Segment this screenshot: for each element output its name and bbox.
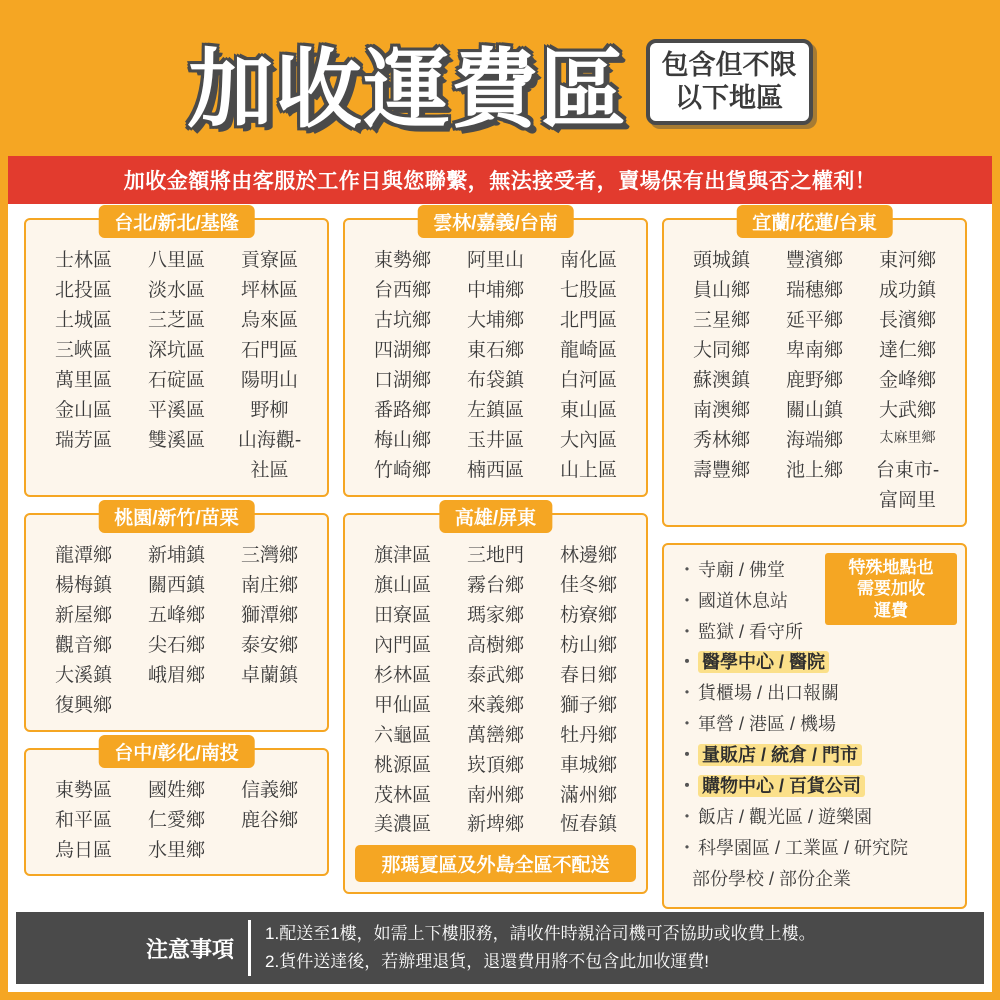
region-item: 三地門 <box>466 544 524 566</box>
region-item: 蘇澳鎮 <box>692 369 750 391</box>
region-item: 南庄鄉 <box>240 574 298 596</box>
region-item: 北投區 <box>54 279 112 301</box>
region-card-kaohsiung <box>343 507 648 895</box>
region-item: 高樹鄉 <box>466 634 524 656</box>
page-title: 加收運費區 <box>187 42 628 138</box>
region-item: 龍崎區 <box>559 339 617 361</box>
region-item <box>38 458 129 485</box>
region-item: 北門區 <box>559 309 617 331</box>
region-item: 海端鄉 <box>785 429 843 451</box>
region-item: 三灣鄉 <box>240 544 298 566</box>
region-item: 瑞芳區 <box>54 429 112 451</box>
region-item: 鹿谷鄉 <box>240 809 298 831</box>
region-item: 大埔鄉 <box>466 309 524 331</box>
region-item: 土城區 <box>54 309 112 331</box>
region-item: 成功鎮 <box>878 279 936 301</box>
list-item: ・ 醫學中心 / 醫院 <box>678 649 953 677</box>
list-item: ・ 監獄 / 看守所 <box>678 621 804 642</box>
region-item: 壽豐鄉 <box>692 459 750 481</box>
region-item: 陽明山 <box>240 369 298 391</box>
footer-line-1: 1.配送至1樓，如需上下樓服務，請收件時親洽司機可否協助或收費上樓。 <box>265 924 816 944</box>
list-item: ・ 科學園區 / 工業區 / 研究院 <box>678 837 909 858</box>
special-item-label: 軍營 / 港區 / 機場 <box>698 714 837 735</box>
list-item: ・ 寺廟 / 佛堂 <box>678 559 786 580</box>
region-item: 山上區 <box>559 459 617 481</box>
region-item: 東勢鄉 <box>373 250 431 271</box>
region-item: 池上鄉 <box>785 459 843 481</box>
region-item: 國姓鄉 <box>147 779 205 801</box>
region-item: 深坑區 <box>147 339 205 361</box>
region-item: 佳冬鄉 <box>559 574 617 596</box>
region-item: 金山區 <box>54 399 112 421</box>
region-item: 大同鄉 <box>692 339 750 361</box>
region-item: 甲仙區 <box>373 694 431 716</box>
region-item-grid <box>36 246 317 485</box>
list-item <box>678 866 953 894</box>
no-delivery-strip: 那瑪夏區及外島全區不配送 <box>355 845 636 882</box>
region-item: 石門區 <box>240 339 298 361</box>
region-item: 社區 <box>250 459 289 481</box>
region-item: 霧台鄉 <box>466 574 524 596</box>
region-item: 大內區 <box>559 429 617 451</box>
region-item: 龍潭鄉 <box>54 544 112 566</box>
region-item: 大溪鎮 <box>54 664 112 686</box>
special-flag <box>825 553 957 625</box>
content-area <box>8 204 992 992</box>
region-item: 山海觀- <box>237 429 302 451</box>
region-item: 三星鄉 <box>692 309 750 331</box>
region-item: 南州鄉 <box>466 784 524 806</box>
region-item: 美濃區 <box>373 814 431 836</box>
region-item: 太麻里鄉 <box>879 428 936 445</box>
region-item: 石碇區 <box>147 369 205 391</box>
region-item: 關山鎮 <box>785 399 843 421</box>
header-badge-line1: 包含但不限 <box>661 50 797 81</box>
region-item: 長濱鄉 <box>878 309 936 331</box>
region-item: 內門區 <box>373 634 431 656</box>
region-card-yilan <box>662 213 967 527</box>
region-title: 台中/彰化/南投 <box>98 735 255 768</box>
region-item: 林邊鄉 <box>559 544 617 566</box>
region-item: 三芝區 <box>147 309 205 331</box>
region-item: 鹿野鄉 <box>785 369 843 391</box>
region-item: 阿里山 <box>466 250 524 271</box>
region-item: 楠西區 <box>466 459 524 481</box>
region-item <box>131 458 222 485</box>
region-item: 中埔鄉 <box>466 279 524 301</box>
region-item <box>131 693 222 720</box>
column-right <box>662 213 967 909</box>
region-item: 滿州鄉 <box>559 784 617 806</box>
list-item: ・ 購物中心 / 百貨公司 <box>678 773 953 801</box>
region-item: 茂林區 <box>373 784 431 806</box>
region-item: 三峽區 <box>54 339 112 361</box>
special-flag-line2: 需要加收 <box>857 579 925 599</box>
region-item: 頭城鎮 <box>692 250 750 271</box>
region-item: 七股區 <box>559 279 617 301</box>
region-columns <box>24 213 976 910</box>
region-item: 信義鄉 <box>240 779 298 801</box>
region-card-taoyuan <box>24 507 329 732</box>
region-title: 宜蘭/花蓮/台東 <box>736 205 893 238</box>
region-item: 尖石鄉 <box>147 634 205 656</box>
region-item: 大武鄉 <box>878 399 936 421</box>
region-item: 東勢區 <box>54 779 112 801</box>
region-item: 四湖鄉 <box>373 339 431 361</box>
header-badge-line2: 以下地區 <box>675 83 783 113</box>
region-item: 達仁鄉 <box>878 339 936 361</box>
region-item: 烏日區 <box>54 839 112 861</box>
region-item: 野柳 <box>250 399 289 421</box>
region-item: 員山鄉 <box>692 279 750 301</box>
region-card-taichung <box>24 742 329 877</box>
footer-lines <box>248 920 816 975</box>
region-item: 台東市- <box>875 459 940 481</box>
special-item-label: 購物中心 / 百貨公司 <box>698 775 865 797</box>
region-item: 牡丹鄉 <box>559 724 617 746</box>
region-item: 枋山鄉 <box>559 634 617 656</box>
list-item: ・ 軍營 / 港區 / 機場 <box>678 714 837 735</box>
region-item: 東河鄉 <box>878 250 936 271</box>
region-item: 竹崎鄉 <box>373 459 431 481</box>
region-item: 布袋鎮 <box>466 369 524 391</box>
region-title: 高雄/屏東 <box>439 500 552 533</box>
region-title: 台北/新北/基隆 <box>98 205 255 238</box>
special-item-label: 寺廟 / 佛堂 <box>698 559 786 580</box>
region-item: 貢寮區 <box>240 250 298 271</box>
region-item: 泰安鄉 <box>240 634 298 656</box>
region-item: 復興鄉 <box>54 694 112 716</box>
region-item: 獅子鄉 <box>559 694 617 716</box>
footer-notes <box>16 912 984 984</box>
region-title: 桃園/新竹/苗栗 <box>98 500 255 533</box>
region-item: 獅潭鄉 <box>240 604 298 626</box>
notice-bar: 加收金額將由客服於工作日與您聯繫，無法接受者，賣場保有出貨與否之權利！ <box>8 156 992 204</box>
region-item: 桃源區 <box>373 754 431 776</box>
special-locations-card <box>662 543 967 909</box>
region-item <box>224 693 315 720</box>
region-item: 來義鄉 <box>466 694 524 716</box>
region-item: 口湖鄉 <box>373 369 431 391</box>
region-item: 梅山鄉 <box>373 429 431 451</box>
footer-label: 注意事項 <box>146 936 235 962</box>
region-item: 雙溪區 <box>147 429 205 451</box>
region-item: 楊梅鎮 <box>54 574 112 596</box>
region-item: 坪林區 <box>240 279 298 301</box>
region-item: 玉井區 <box>466 429 524 451</box>
region-item: 南澳鄉 <box>692 399 750 421</box>
region-item: 五峰鄉 <box>147 604 205 626</box>
region-item: 台西鄉 <box>373 279 431 301</box>
region-item: 恆春鎮 <box>559 814 617 836</box>
region-item: 古坑鄉 <box>373 309 431 331</box>
region-item: 烏來區 <box>240 309 298 331</box>
region-item: 杉林區 <box>373 664 431 686</box>
region-item: 秀林鄉 <box>692 429 750 451</box>
region-title: 雲林/嘉義/台南 <box>417 205 574 238</box>
region-item: 觀音鄉 <box>54 634 112 656</box>
region-item: 延平鄉 <box>785 309 843 331</box>
region-card-taipei <box>24 213 329 497</box>
special-item-label: 醫學中心 / 醫院 <box>698 651 829 673</box>
region-item: 六龜區 <box>373 724 431 746</box>
region-item: 金峰鄉 <box>878 369 936 391</box>
special-item-label: 科學園區 / 工業區 / 研究院 <box>698 837 909 858</box>
region-item: 泰武鄉 <box>466 664 524 686</box>
region-item: 南化區 <box>559 250 617 271</box>
region-item: 東山區 <box>559 399 617 421</box>
region-item: 卑南鄉 <box>785 339 843 361</box>
region-item: 卓蘭鎮 <box>240 664 298 686</box>
region-item: 旗山區 <box>373 574 431 596</box>
footer-line-2: 2.貨件送達後，若辦理退貨，退還費用將不包含此加收運費! <box>265 952 709 971</box>
region-item: 新屋鄉 <box>54 604 112 626</box>
column-middle <box>343 213 648 910</box>
special-item-label: 部份學校 / 部份企業 <box>692 868 852 889</box>
region-item-grid <box>355 246 636 485</box>
region-item <box>676 488 767 515</box>
region-item: 關西鎮 <box>147 574 205 596</box>
region-item-grid <box>36 776 317 865</box>
region-item: 峨眉鄉 <box>147 664 205 686</box>
region-item: 旗津區 <box>373 544 431 566</box>
region-item: 白河區 <box>559 369 617 391</box>
column-left <box>24 213 329 892</box>
region-item: 士林區 <box>54 250 112 271</box>
region-item: 瑪家鄉 <box>466 604 524 626</box>
list-item: ・ 國道休息站 <box>678 590 788 611</box>
special-item-label: 國道休息站 <box>698 590 788 611</box>
region-item: 萬巒鄉 <box>466 724 524 746</box>
special-flag-line3: 運費 <box>874 600 908 620</box>
region-item: 水里鄉 <box>147 839 205 861</box>
region-item <box>769 488 860 515</box>
special-item-label: 監獄 / 看守所 <box>698 621 804 642</box>
special-item-label: 飯店 / 觀光區 / 遊樂園 <box>698 806 873 827</box>
region-item: 瑞穗鄉 <box>785 279 843 301</box>
list-item: ・ 飯店 / 觀光區 / 遊樂園 <box>678 806 873 827</box>
header-banner <box>8 8 992 156</box>
region-item: 萬里區 <box>54 369 112 391</box>
header-badge <box>646 39 813 125</box>
region-card-yunlin <box>343 213 648 497</box>
region-item: 八里區 <box>147 250 205 271</box>
special-flag-line1: 特殊地點也 <box>848 557 934 577</box>
region-item: 番路鄉 <box>373 399 431 421</box>
region-item: 豐濱鄉 <box>785 250 843 271</box>
region-item: 新埤鄉 <box>466 814 524 836</box>
region-item: 仁愛鄉 <box>147 809 205 831</box>
region-item: 平溪區 <box>147 399 205 421</box>
region-item: 東石鄉 <box>466 339 524 361</box>
region-item: 左鎮區 <box>466 399 524 421</box>
list-item: ・ 貨櫃場 / 出口報關 <box>678 683 840 704</box>
region-item: 富岡里 <box>878 489 936 511</box>
region-item: 和平區 <box>54 809 112 831</box>
region-item: 田寮區 <box>373 604 431 626</box>
region-item: 新埔鎮 <box>147 544 205 566</box>
region-item-grid <box>674 246 955 515</box>
region-item: 崁頂鄉 <box>466 754 524 776</box>
region-item: 春日鄉 <box>559 664 617 686</box>
region-item: 淡水區 <box>147 279 205 301</box>
region-item <box>224 838 315 865</box>
special-item-label: 量販店 / 統倉 / 門市 <box>698 744 862 766</box>
region-item-grid <box>355 541 636 840</box>
list-item: ・ 量販店 / 統倉 / 門市 <box>678 742 953 770</box>
region-item: 車城鄉 <box>559 754 617 776</box>
region-item: 枋寮鄉 <box>559 604 617 626</box>
special-item-label: 貨櫃場 / 出口報關 <box>698 683 840 704</box>
region-item-grid <box>36 541 317 720</box>
